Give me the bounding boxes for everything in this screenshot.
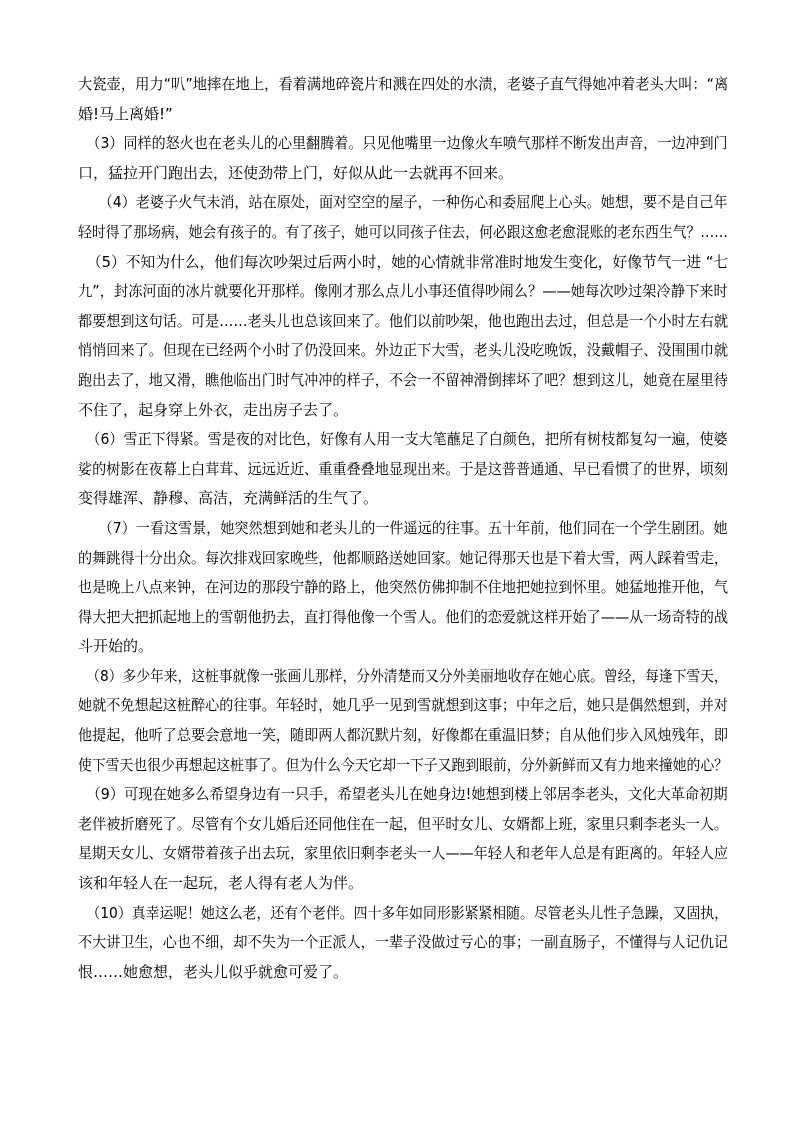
text-line: 她就不免想起这桩醉心的往事。年轻时，她几乎一见到雪就想到这事；中年之后，她只是偶然想到，并对 (78, 696, 728, 715)
text-line: 老伴被折磨死了。尽管有个女儿婚后还同他住在一起，但平时女儿、女婿都上班，家里只剩李老头一人。 (78, 814, 728, 833)
text-line: 斗开始的。 (78, 637, 154, 656)
text-line: 都要想到这句话。可是……老头儿也总该回来了。他们以前吵架，他也跑出去过，但总是一个小时左右就 (78, 311, 728, 330)
text-line: 跑出去了，地又滑，瞧他临出门时气冲冲的样子，不会一不留神滑倒摔坏了吧？想到这儿，她竟在屋里待 (78, 370, 728, 389)
text-line: 的舞跳得十分出众。每次排戏回家晚些，他都顺路送她回家。她记得那天也是下着大雪，两人踩着雪走， (78, 548, 728, 567)
text-line: 恨……她愈想，老头儿似乎就愈可爱了。 (78, 962, 349, 981)
text-line: 九”，封冻河面的冰片就要化开那样。像刚才那么点儿小事还值得吵闹么？——她每次吵过架冷静下来时 (78, 282, 728, 301)
text-line: 不大讲卫生，心也不细，却不失为一个正派人，一辈子没做过亏心的事；一副直肠子，不懂得与人记仇记 (78, 933, 728, 952)
text-line: （5）不知为什么，他们每次吵架过后两小时，她的心情就非常准时地发生变化，好像节气一进 “七 (86, 252, 729, 271)
text-line: （6）雪正下得紧。雪是夜的对比色，好像有人用一支大笔蘸足了白颜色，把所有树枝都复勾一遍，使婆 (86, 430, 728, 449)
text-line: 婚!马上离婚!” (78, 104, 173, 123)
text-line: 使下雪天也很少再想起这桩事了。但为什么今天它却一下子又跑到眼前，分外新鲜而又有力地来撞她的心？ (78, 755, 729, 774)
text-line: （4）老婆子火气未消，站在原处，面对空空的屋子，一种伤心和委屈爬上心头。她想，要不是自己年 (98, 193, 728, 212)
text-line: 轻时得了那场病，她会有孩子的。有了孩子，她可以同孩子住去，何必跟这愈老愈混账的老东西生气？…… (78, 222, 729, 241)
document-body (78, 70, 728, 987)
text-line: 得大把大把抓起地上的雪朝他扔去，直打得他像一个雪人。他们的恋爱就这样开始了——从一场奇特的战 (78, 607, 728, 626)
text-line: 不住了，起身穿上外衣，走出房子去了。 (78, 400, 349, 419)
text-line: （8）多少年来，这桩事就像一张画儿那样，分外清楚而又分外美丽地收存在她心底。曾经，每逢下雪天， (86, 666, 728, 685)
text-line: 变得雄浑、静穆、高洁，充满鲜活的生气了。 (78, 489, 379, 508)
text-line: （3）同样的怒火也在老头儿的心里翻腾着。只见他嘴里一边像火车喷气那样不断发出声音，一边冲到门 (86, 134, 728, 153)
text-line: （9）可现在她多么希望身边有一只手，希望老头儿在她身边!她想到楼上邻居李老头，文化大革命初期 (86, 785, 728, 804)
text-line: 他提起，他听了总要会意地一笑，随即两人都沉默片刻，好像都在重温旧梦；自从他们步入风烛残年，即 (78, 726, 728, 745)
text-line: 悄悄回来了。但现在已经两个小时了仍没回来。外边正下大雪，老头儿没吃晚饭，没戴帽子、没围围巾就 (78, 341, 728, 360)
text-line: 大瓷壶，用力“叭”地摔在地上，看着满地碎瓷片和溅在四处的水渍，老婆子直气得她冲着老头大叫：“离 (78, 75, 729, 93)
text-line: 星期天女儿、女婿带着孩子出去玩，家里依旧剩李老头一人——年轻人和老年人总是有距离的。年轻人应 (78, 844, 728, 863)
text-line: 也是晚上八点来钟，在河边的那段宁静的路上，他突然仿佛抑制不住地把她拉到怀里。她猛地推开他，气 (78, 578, 728, 597)
text-line: （10）真幸运呢！她这么老，还有个老伴。四十多年如同形影紧紧相随。尽管老头儿性子急躁，又固执， (86, 903, 729, 922)
text-line: 口，猛拉开门跑出去，还使劲带上门，好似从此一去就再不回来。 (78, 163, 514, 182)
text-line: 该和年轻人在一起玩，老人得有老人为伴。 (78, 874, 364, 893)
text-line: （7）一看这雪景，她突然想到她和老头儿的一件遥远的往事。五十年前，他们同在一个学生剧团。她 (98, 518, 728, 537)
text-line: 娑的树影在夜幕上白茸茸、远远近近、重重叠叠地显现出来。于是这普普通通、早已看惯了的世界，顷刻 (78, 459, 728, 478)
